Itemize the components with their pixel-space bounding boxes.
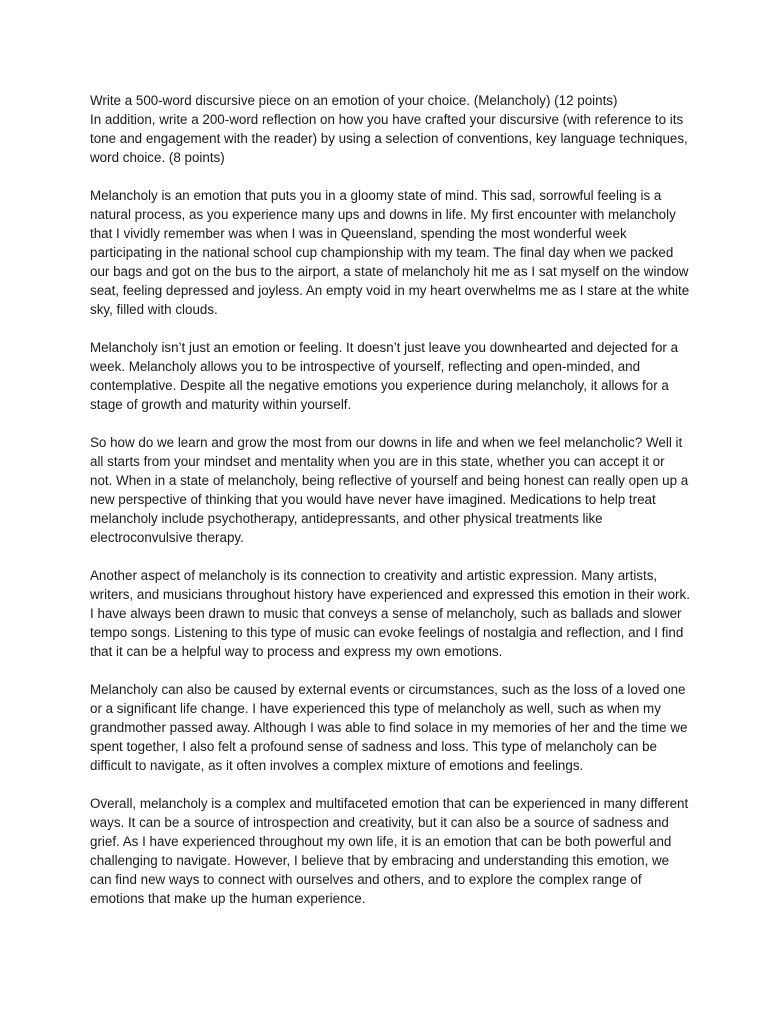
prompt-line-2: In addition, write a 200-word reflection on how you have crafted your discursive (with reference to its tone and engagement with the reader) by using a selection of conventions, key language techniques, word choice. (8 points) — [90, 112, 688, 165]
paragraph-3: So how do we learn and grow the most from our downs in life and when we feel melancholic? Well it all starts from your mindset and mentality when you are in this state, whether you can accept it or not. When in a state of melancholy, being reflective of yourself and being honest can really open up a new perspective of thinking that you would have never have imagined. Medications to help treat melancholy include psychotherapy, antidepressants, and other physical treatments like electroconvulsive therapy. — [90, 435, 689, 545]
assignment-prompt — [90, 91, 690, 167]
paragraph-1: Melancholy is an emotion that puts you in a gloomy state of mind. This sad, sorrowful feeling is a natural process, as you experience many ups and downs in life. My first encounter with melancholy that I vividly remember was when I was in Queensland, spending the most wonderful week participating in the national school cup championship with my team. The final day when we packed our bags and got on the bus to the airport, a state of melancholy hit me as I sat myself on the window seat, feeling depressed and joyless. An empty void in my heart overwhelms me as I stare at the white sky, filled with clouds. — [90, 188, 690, 317]
paragraph-6: Overall, melancholy is a complex and multifaceted emotion that can be experienced in many different ways. It can be a source of introspection and creativity, but it can also be a source of sadness and grief. As I have experienced throughout my own life, it is an emotion that can be both powerful and challenging to navigate. However, I believe that by embracing and understanding this emotion, we can find new ways to connect with ourselves and others, and to explore the complex range of emotions that make up the human experience. — [90, 796, 689, 906]
paragraph-5: Melancholy can also be caused by external events or circumstances, such as the loss of a loved one or a significant life change. I have experienced this type of melancholy as well, such as when my grandmother passed away. Although I was able to find solace in my memories of her and the time we spent together, I also felt a profound sense of sadness and loss. This type of melancholy can be difficult to navigate, as it often involves a complex mixture of emotions and feelings. — [90, 682, 688, 773]
paragraph-4: Another aspect of melancholy is its connection to creativity and artistic expression. Many artists, writers, and musicians throughout history have experienced and expressed this emotion in their work. I have always been drawn to music that conveys a sense of melancholy, such as ballads and slower tempo songs. Listening to this type of music can evoke feelings of nostalgia and reflection, and I find that it can be a helpful way to process and express my own emotions. — [90, 568, 690, 659]
document-page — [90, 91, 690, 927]
prompt-line-1: Write a 500-word discursive piece on an emotion of your choice. (Melancholy) (12 points) — [90, 93, 618, 108]
paragraph-2: Melancholy isn’t just an emotion or feeling. It doesn’t just leave you downhearted and dejected for a week. Melancholy allows you to be introspective of yourself, reflecting and open-minded, and contemplative. Despite all the negative emotions you experience during melancholy, it allows for a stage of growth and maturity within yourself. — [90, 340, 679, 412]
